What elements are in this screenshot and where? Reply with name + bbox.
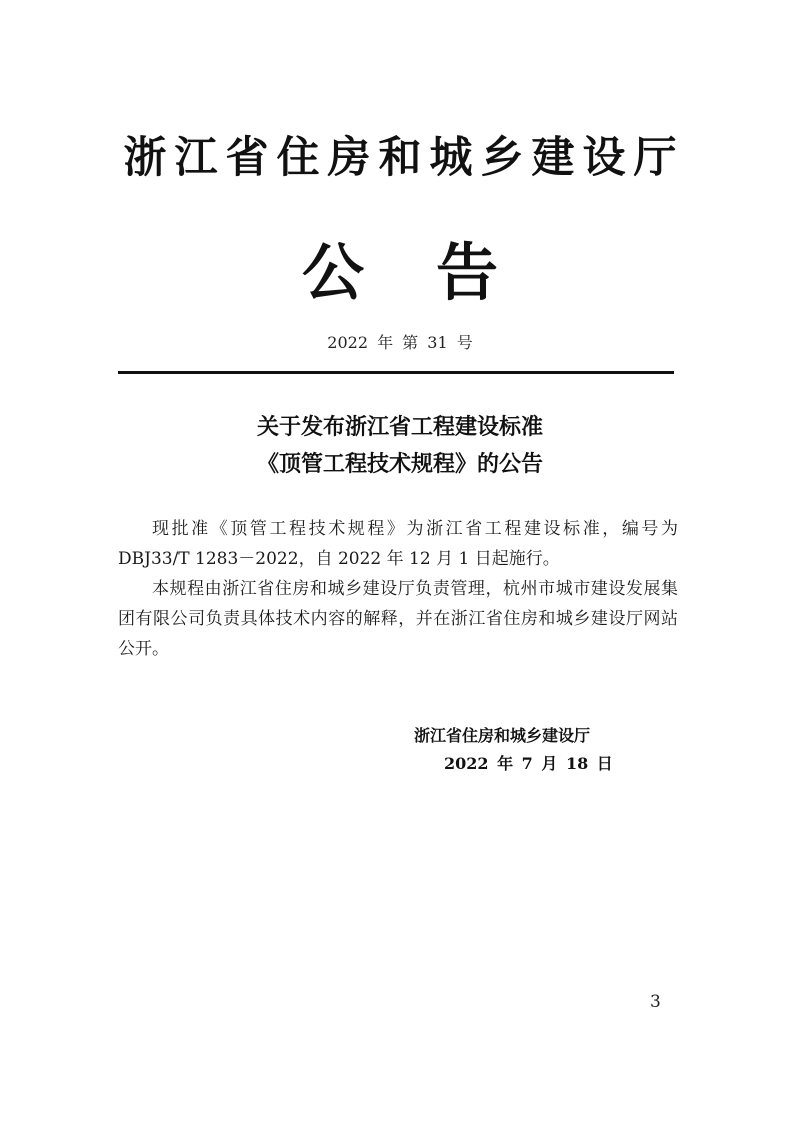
notice-paragraph-2: 本规程由浙江省住房和城乡建设厅负责管理，杭州市城市建设发展集团有限公司负责具体技术内容的解释，并在浙江省住房和城乡建设厅网站公开。 xyxy=(118,579,678,659)
notice-body xyxy=(118,514,678,664)
signature-date: 2022 年 7 月 18 日 xyxy=(444,754,613,773)
issuer-heading: 浙江省住房和城乡建设厅 xyxy=(123,133,685,183)
page-number: 3 xyxy=(650,992,661,1012)
notice-title-line-2: 《顶管工程技术规程》的公告 xyxy=(256,451,543,477)
document-type-heading xyxy=(0,236,800,310)
doc-type-char-right: 告 xyxy=(436,236,499,309)
signature-issuer: 浙江省住房和城乡建设厅 xyxy=(414,726,591,745)
document-number: 2022 年 第 31 号 xyxy=(327,333,473,352)
doc-type-char-left: 公 xyxy=(301,236,364,309)
notice-paragraph-1: 现批准《顶管工程技术规程》为浙江省工程建设标准，编号为 DBJ33/T 1283－2022，自 2022 年 12 月 1 日起施行。 xyxy=(118,519,678,569)
notice-title-line-1: 关于发布浙江省工程建设标准 xyxy=(256,414,543,440)
header-divider-rule xyxy=(118,371,674,374)
